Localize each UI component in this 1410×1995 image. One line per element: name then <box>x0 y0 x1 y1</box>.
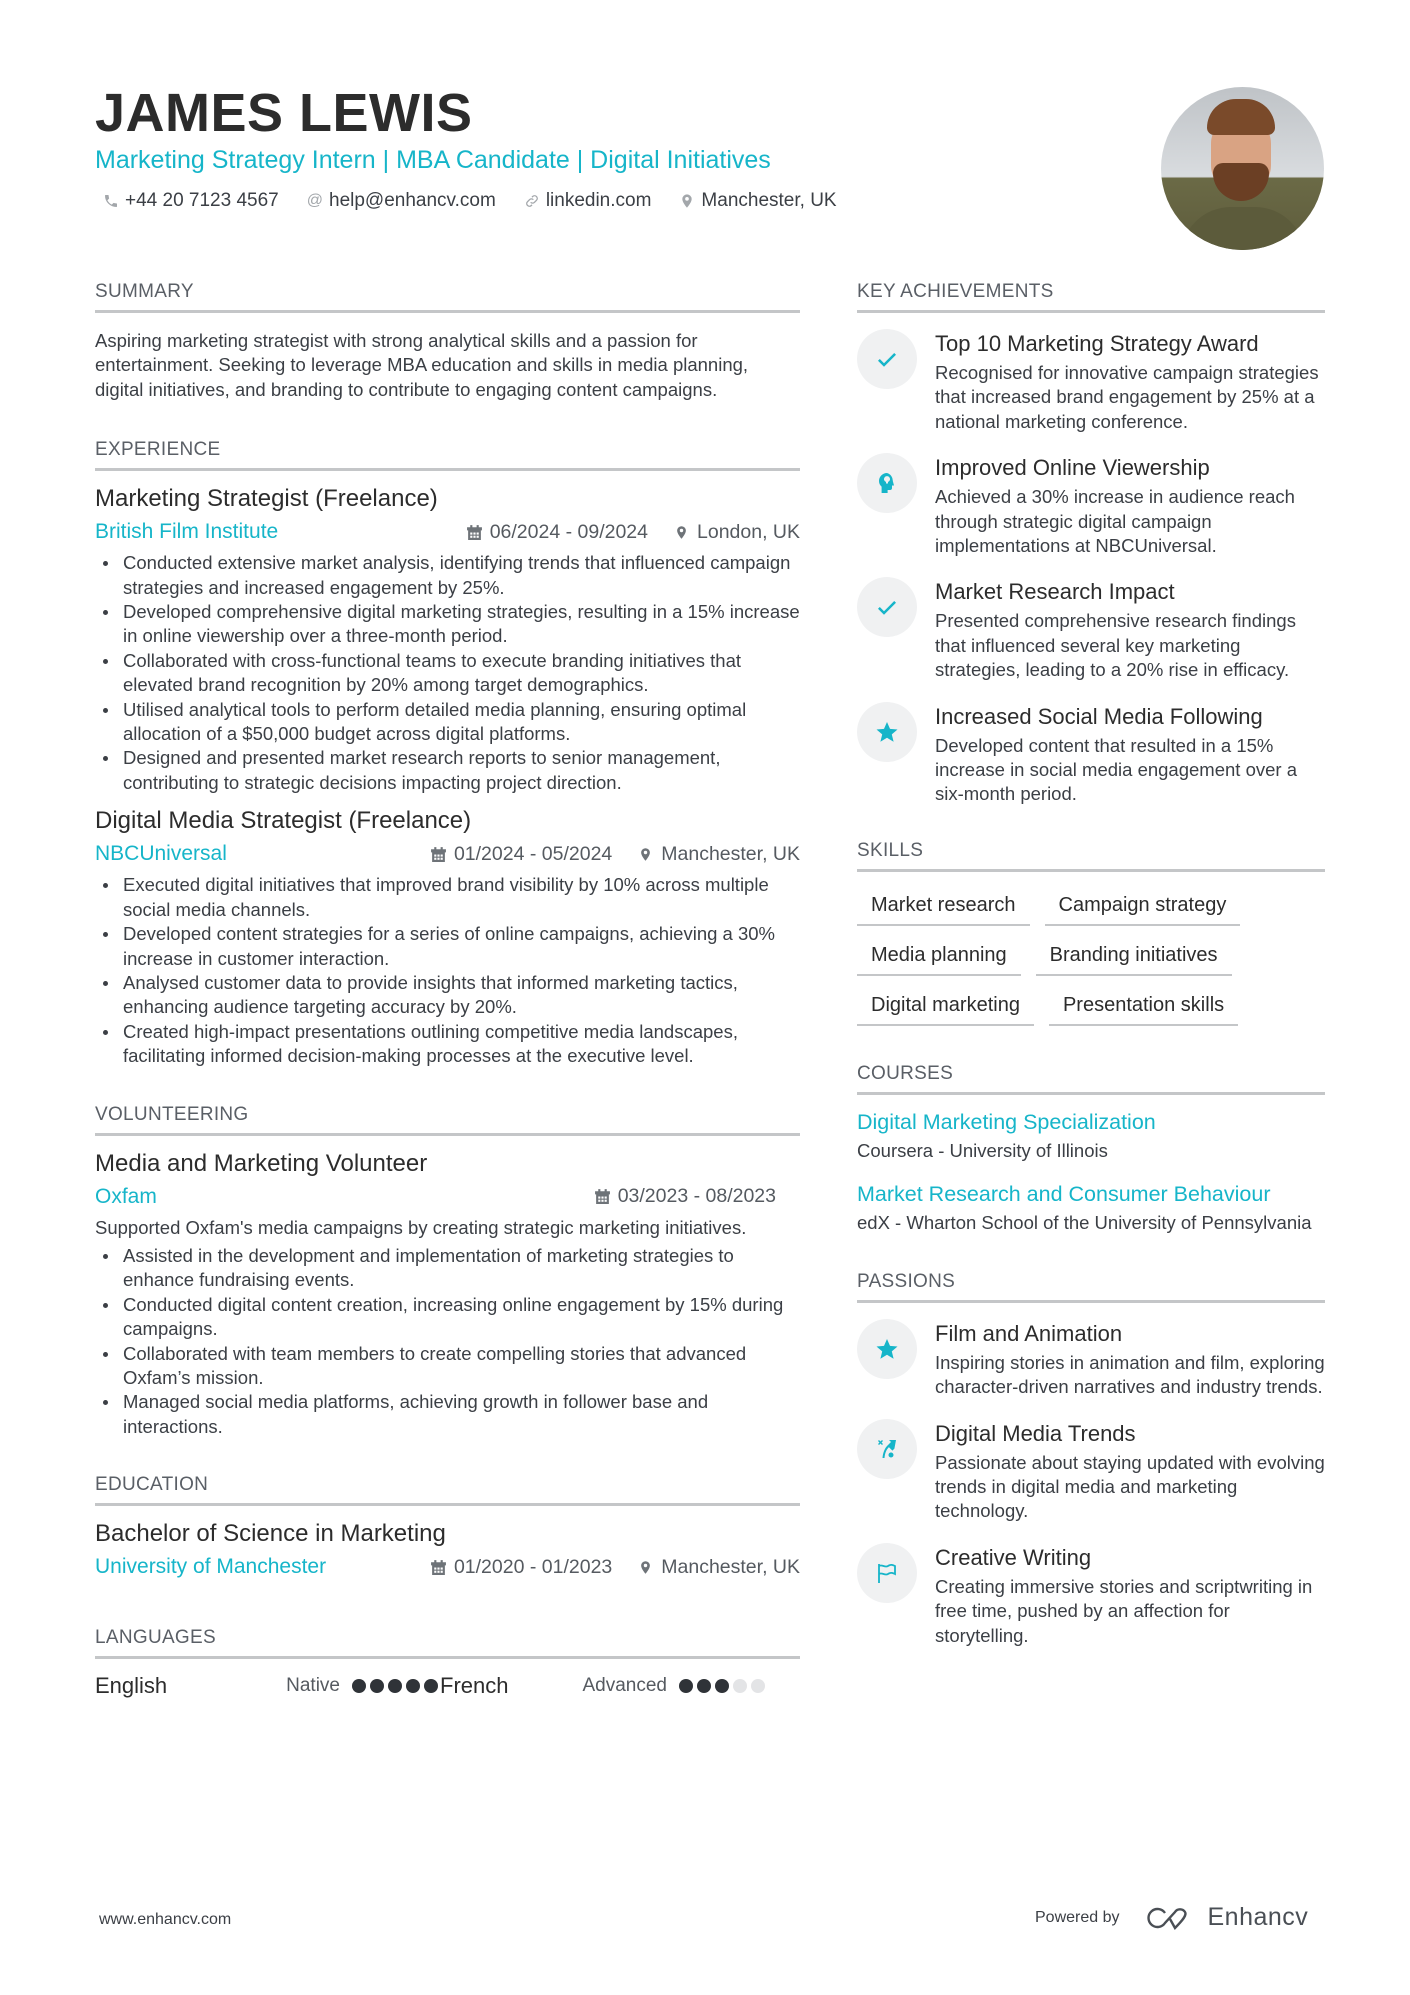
location-pin-icon <box>679 193 695 209</box>
achievement-desc: Recognised for innovative campaign strategies that increased brand engagement by 25% at a national marketing conference. <box>935 362 1319 432</box>
achievement-desc: Achieved a 30% increase in audience reach through strategic digital campaign implementations at NBCUniversal. <box>935 486 1295 557</box>
dot-empty <box>733 1679 747 1693</box>
bullet-item: Created high-impact presentations outlining competitive media landscapes, facilitating informed decision-making processes at the executive level. <box>95 1020 800 1069</box>
bullet-item: Developed content strategies for a series of online campaigns, achieving a 30% increase in customer interaction. <box>95 922 800 971</box>
contact-email[interactable] <box>307 190 496 212</box>
volunteer-description: Supported Oxfam's media campaigns by creating strategic marketing initiatives. <box>95 1216 747 1238</box>
passion-title: Digital Media Trends <box>935 1420 1136 1446</box>
enhancv-logo[interactable] <box>1146 1903 1309 1932</box>
contact-linkedin[interactable] <box>524 190 652 212</box>
candidate-title: Marketing Strategy Intern | MBA Candidate | Digital Initiatives <box>95 146 771 174</box>
skill-tag: Branding initiatives <box>1036 940 1232 976</box>
bullet-item: Utilised analytical tools to perform detailed media planning, ensuring optimal allocation of a $50,000 budget across digital platforms. <box>95 698 800 747</box>
volunteer-title: Media and Marketing Volunteer <box>95 1149 428 1177</box>
passion-item <box>857 1543 1325 1648</box>
contact-location <box>679 190 836 212</box>
passions-section <box>857 1270 1325 1648</box>
languages-section <box>95 1626 800 1703</box>
section-title: SUMMARY <box>95 280 800 313</box>
link-icon <box>524 193 540 209</box>
achievement-item <box>857 453 1325 558</box>
course-title: Market Research and Consumer Behaviour <box>857 1182 1271 1207</box>
dot-filled <box>679 1679 693 1693</box>
skill-tag: Market research <box>857 890 1030 926</box>
dot-filled <box>697 1679 711 1693</box>
education-location: Manchester, UK <box>661 1555 800 1578</box>
achievement-title: Improved Online Viewership <box>935 455 1210 481</box>
course-provider: Coursera - University of Illinois <box>857 1139 1108 1161</box>
candidate-name: JAMES LEWIS <box>95 83 473 143</box>
contact-list <box>95 190 1095 212</box>
dot-empty <box>751 1679 765 1693</box>
language-item <box>440 1673 800 1699</box>
passion-title: Creative Writing <box>935 1544 1092 1570</box>
location-pin-icon <box>638 1559 653 1576</box>
calendar-icon <box>431 846 446 863</box>
job-location: London, UK <box>697 520 800 543</box>
achievement-item <box>857 329 1325 434</box>
achievement-item <box>857 702 1325 807</box>
achievement-title: Top 10 Marketing Strategy Award <box>935 331 1259 356</box>
passion-title: Film and Animation <box>935 1320 1123 1346</box>
education-section <box>95 1473 800 1582</box>
summary-section <box>95 280 800 402</box>
bullet-item: Conducted digital content creation, increasing online engagement by 15% during campaigns. <box>95 1293 800 1342</box>
passion-desc: Inspiring stories in animation and film, exploring character-driven narratives and industry trends. <box>935 1351 1325 1398</box>
section-title: LANGUAGES <box>95 1626 800 1659</box>
language-name: English <box>95 1673 168 1699</box>
dot-filled <box>388 1679 402 1693</box>
bullet-item: Developed comprehensive digital marketing strategies, resulting in a 15% increase in online viewership over a three-month period. <box>95 600 800 649</box>
section-title: VOLUNTEERING <box>95 1103 800 1136</box>
flag-icon <box>875 1561 899 1585</box>
volunteer-bullets <box>95 1244 800 1439</box>
passion-desc: Creating immersive stories and scriptwriting in free time, pushed by an affection for storytelling. <box>935 1575 1313 1646</box>
school-name: University of Manchester <box>95 1555 327 1579</box>
bullet-item: Managed social media platforms, achieving growth in follower base and interactions. <box>95 1390 800 1439</box>
language-name: French <box>440 1673 509 1699</box>
section-title: SKILLS <box>857 839 1325 872</box>
achievement-desc: Developed content that resulted in a 15% increase in social media engagement over a six-month period. <box>935 734 1297 805</box>
course-title: Digital Marketing Specialization <box>857 1109 1156 1134</box>
location-pin-icon <box>638 846 653 863</box>
experience-section <box>95 438 800 1068</box>
skill-tag: Media planning <box>857 940 1021 976</box>
resume-header <box>95 82 1095 212</box>
degree-title: Bachelor of Science in Marketing <box>95 1520 446 1548</box>
powered-by-label: Powered by <box>1035 1908 1120 1926</box>
passion-item <box>857 1419 1325 1524</box>
star-icon <box>875 1337 899 1361</box>
section-title: PASSIONS <box>857 1270 1325 1303</box>
bullet-item: Executed digital initiatives that improved brand visibility by 10% across multiple social media channels. <box>95 873 800 922</box>
check-icon <box>875 595 899 619</box>
experience-entry <box>95 805 800 1068</box>
skill-tag: Campaign strategy <box>1045 890 1241 926</box>
passion-item <box>857 1319 1325 1400</box>
summary-text: Aspiring marketing strategist with strong analytical skills and a passion for entertainment. Seeking to leverage MBA education and skills in media planning, digital initiatives, and branding to contribute to engaging content campaigns. <box>95 330 749 400</box>
courses-section <box>857 1062 1325 1236</box>
left-column <box>95 280 800 1703</box>
section-title: COURSES <box>857 1062 1325 1095</box>
check-icon <box>875 347 899 371</box>
company-name: NBCUniversal <box>95 842 227 866</box>
dot-filled <box>424 1679 438 1693</box>
section-title: EXPERIENCE <box>95 438 800 471</box>
organization-name: Oxfam <box>95 1184 157 1208</box>
skill-tag: Digital marketing <box>857 990 1034 1026</box>
passion-desc: Passionate about staying updated with evolving trends in digital media and marketing technology. <box>935 1451 1325 1522</box>
language-level: Advanced <box>582 1675 667 1697</box>
achievement-title: Increased Social Media Following <box>935 703 1263 729</box>
bullet-item: Conducted extensive market analysis, identifying trends that influenced campaign strategies and increased engagement by 25%. <box>95 551 800 600</box>
dot-filled <box>370 1679 384 1693</box>
company-name: British Film Institute <box>95 520 279 544</box>
calendar-icon <box>467 524 482 541</box>
location-value: Manchester, UK <box>701 190 837 211</box>
course-provider: edX - Wharton School of the University of Pennsylvania <box>857 1212 1312 1234</box>
job-location: Manchester, UK <box>661 842 800 865</box>
enhancv-logo-icon <box>1146 1905 1194 1931</box>
course-item <box>857 1179 1325 1235</box>
calendar-icon <box>595 1188 610 1205</box>
job-dates: 01/2024 - 05/2024 <box>453 842 613 865</box>
dot-filled <box>406 1679 420 1693</box>
dot-filled <box>352 1679 366 1693</box>
dot-filled <box>715 1679 729 1693</box>
email-value: help@enhancv.com <box>329 190 496 211</box>
job-dates: 06/2024 - 09/2024 <box>489 520 648 543</box>
course-item <box>857 1107 1325 1163</box>
contact-phone[interactable] <box>103 190 279 212</box>
language-level: Native <box>286 1675 340 1697</box>
achievement-desc: Presented comprehensive research findings that influenced several key marketing strategies, leading to a 20% rise in efficacy. <box>935 610 1296 681</box>
bullet-item: Collaborated with cross-functional teams to execute branding initiatives that elevated brand recognition by 20% among target demographics. <box>95 649 800 698</box>
brand-name: Enhancv <box>1207 1903 1309 1931</box>
linkedin-value: linkedin.com <box>545 190 652 211</box>
head-idea-icon <box>875 471 899 495</box>
at-icon: @ <box>306 192 323 209</box>
calendar-icon <box>431 1559 446 1576</box>
star-icon <box>875 720 899 744</box>
proficiency-dots <box>352 1679 438 1693</box>
skill-tag: Presentation skills <box>1049 990 1238 1026</box>
job-bullets <box>95 873 800 1068</box>
job-bullets <box>95 551 800 795</box>
volunteer-dates: 03/2023 - 08/2023 <box>617 1185 776 1208</box>
skills-section <box>857 839 1325 1026</box>
bullet-item: Assisted in the development and implementation of marketing strategies to enhance fundraising events. <box>95 1244 800 1293</box>
location-pin-icon <box>674 524 689 541</box>
achievements-section <box>857 280 1325 807</box>
bullet-item: Analysed customer data to provide insights that informed marketing tactics, enhancing audience targeting accuracy by 20%. <box>95 971 800 1020</box>
section-title: EDUCATION <box>95 1473 800 1506</box>
job-title: Marketing Strategist (Freelance) <box>95 485 438 513</box>
education-dates: 01/2020 - 01/2023 <box>453 1555 613 1578</box>
achievement-title: Market Research Impact <box>935 579 1175 605</box>
right-column <box>857 280 1325 1667</box>
bullet-item: Collaborated with team members to create compelling stories that advanced Oxfam’s mission. <box>95 1342 800 1391</box>
phone-icon <box>103 193 119 209</box>
job-title: Digital Media Strategist (Freelance) <box>95 807 472 835</box>
section-title: KEY ACHIEVEMENTS <box>857 280 1325 313</box>
skills-list <box>857 890 1325 1026</box>
footer-branding <box>1035 1903 1308 1932</box>
experience-entry <box>95 483 800 795</box>
achievement-item <box>857 577 1325 682</box>
footer-website-link[interactable]: www.enhancv.com <box>99 1911 232 1928</box>
language-item <box>95 1673 455 1699</box>
strategy-icon <box>875 1437 899 1461</box>
volunteering-section <box>95 1103 800 1440</box>
phone-value: +44 20 7123 4567 <box>125 190 279 211</box>
profile-photo <box>1161 87 1324 250</box>
proficiency-dots <box>679 1679 765 1693</box>
bullet-item: Designed and presented market research reports to senior management, contributing to strategic decisions impacting project direction. <box>95 746 800 795</box>
